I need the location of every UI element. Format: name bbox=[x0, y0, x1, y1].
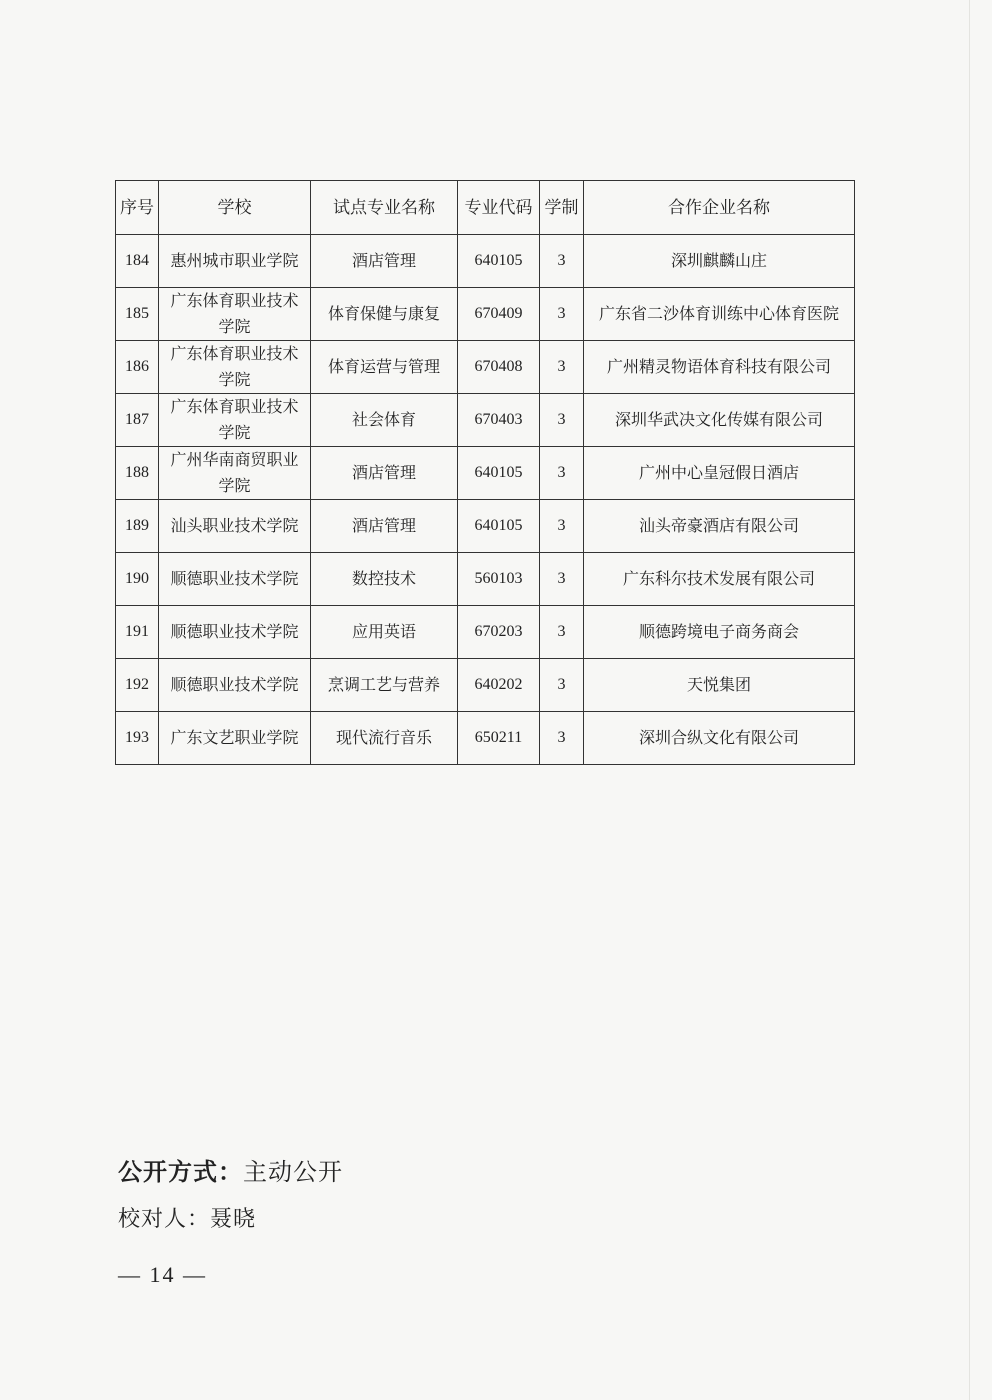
cell-major: 应用英语 bbox=[311, 606, 458, 659]
cell-years: 3 bbox=[540, 500, 584, 553]
cell-no: 187 bbox=[116, 394, 159, 447]
cell-no: 185 bbox=[116, 288, 159, 341]
cell-major: 体育运营与管理 bbox=[311, 341, 458, 394]
cell-code: 640105 bbox=[458, 500, 540, 553]
header-no: 序号 bbox=[116, 181, 159, 235]
table-row bbox=[116, 500, 855, 553]
table-header-row bbox=[116, 181, 855, 235]
cell-company: 广州中心皇冠假日酒店 bbox=[584, 447, 855, 500]
cell-school: 顺德职业技术学院 bbox=[159, 606, 311, 659]
proofreader: 校对人：聂晓 bbox=[118, 1207, 257, 1232]
cell-no: 191 bbox=[116, 606, 159, 659]
cell-code: 650211 bbox=[458, 712, 540, 765]
cell-major: 烹调工艺与营养 bbox=[311, 659, 458, 712]
cell-no: 189 bbox=[116, 500, 159, 553]
cell-code: 640105 bbox=[458, 235, 540, 288]
cell-major: 体育保健与康复 bbox=[311, 288, 458, 341]
cell-company: 顺德跨境电子商务商会 bbox=[584, 606, 855, 659]
cell-years: 3 bbox=[540, 341, 584, 394]
cell-code: 560103 bbox=[458, 553, 540, 606]
cell-code: 640105 bbox=[458, 447, 540, 500]
cell-school: 广东体育职业技术学院 bbox=[159, 288, 311, 341]
cell-company: 广东科尔技术发展有限公司 bbox=[584, 553, 855, 606]
cell-code: 670408 bbox=[458, 341, 540, 394]
cell-years: 3 bbox=[540, 235, 584, 288]
header-school: 学校 bbox=[159, 181, 311, 235]
cell-school: 汕头职业技术学院 bbox=[159, 500, 311, 553]
header-major: 试点专业名称 bbox=[311, 181, 458, 235]
cell-school: 顺德职业技术学院 bbox=[159, 553, 311, 606]
cell-no: 192 bbox=[116, 659, 159, 712]
cell-major: 酒店管理 bbox=[311, 235, 458, 288]
table-row bbox=[116, 712, 855, 765]
cell-school: 顺德职业技术学院 bbox=[159, 659, 311, 712]
cell-code: 640202 bbox=[458, 659, 540, 712]
cell-no: 186 bbox=[116, 341, 159, 394]
table-row bbox=[116, 235, 855, 288]
cell-years: 3 bbox=[540, 659, 584, 712]
disclosure-method bbox=[118, 1152, 343, 1187]
cell-major: 社会体育 bbox=[311, 394, 458, 447]
page-edge bbox=[969, 0, 970, 1400]
cell-years: 3 bbox=[540, 447, 584, 500]
cell-years: 3 bbox=[540, 394, 584, 447]
cell-school: 广东文艺职业学院 bbox=[159, 712, 311, 765]
cell-years: 3 bbox=[540, 553, 584, 606]
cell-no: 188 bbox=[116, 447, 159, 500]
header-code: 专业代码 bbox=[458, 181, 540, 235]
cell-company: 广东省二沙体育训练中心体育医院 bbox=[584, 288, 855, 341]
header-years: 学制 bbox=[540, 181, 584, 235]
cell-company: 广州精灵物语体育科技有限公司 bbox=[584, 341, 855, 394]
cell-years: 3 bbox=[540, 712, 584, 765]
cell-school: 广州华南商贸职业学院 bbox=[159, 447, 311, 500]
table-row bbox=[116, 606, 855, 659]
cell-school: 广东体育职业技术学院 bbox=[159, 394, 311, 447]
cell-major: 酒店管理 bbox=[311, 447, 458, 500]
page-number: — 14 — bbox=[118, 1262, 207, 1287]
cell-no: 184 bbox=[116, 235, 159, 288]
table-row bbox=[116, 288, 855, 341]
cell-no: 193 bbox=[116, 712, 159, 765]
cell-company: 深圳华武决文化传媒有限公司 bbox=[584, 394, 855, 447]
cell-school: 广东体育职业技术学院 bbox=[159, 341, 311, 394]
cell-company: 天悦集团 bbox=[584, 659, 855, 712]
disclosure-method-label: 公开方式： bbox=[118, 1158, 243, 1186]
cell-major: 现代流行音乐 bbox=[311, 712, 458, 765]
header-company: 合作企业名称 bbox=[584, 181, 855, 235]
table-row bbox=[116, 341, 855, 394]
cell-code: 670203 bbox=[458, 606, 540, 659]
table-row bbox=[116, 394, 855, 447]
cell-company: 深圳合纵文化有限公司 bbox=[584, 712, 855, 765]
cell-major: 酒店管理 bbox=[311, 500, 458, 553]
cell-company: 深圳麒麟山庄 bbox=[584, 235, 855, 288]
cell-years: 3 bbox=[540, 606, 584, 659]
table-row bbox=[116, 659, 855, 712]
cell-no: 190 bbox=[116, 553, 159, 606]
cell-years: 3 bbox=[540, 288, 584, 341]
disclosure-method-value: 主动公开 bbox=[243, 1158, 343, 1186]
data-table bbox=[115, 180, 855, 765]
cell-major: 数控技术 bbox=[311, 553, 458, 606]
cell-company: 汕头帝豪酒店有限公司 bbox=[584, 500, 855, 553]
table-row bbox=[116, 447, 855, 500]
table-row bbox=[116, 553, 855, 606]
cell-school: 惠州城市职业学院 bbox=[159, 235, 311, 288]
cell-code: 670403 bbox=[458, 394, 540, 447]
cell-code: 670409 bbox=[458, 288, 540, 341]
